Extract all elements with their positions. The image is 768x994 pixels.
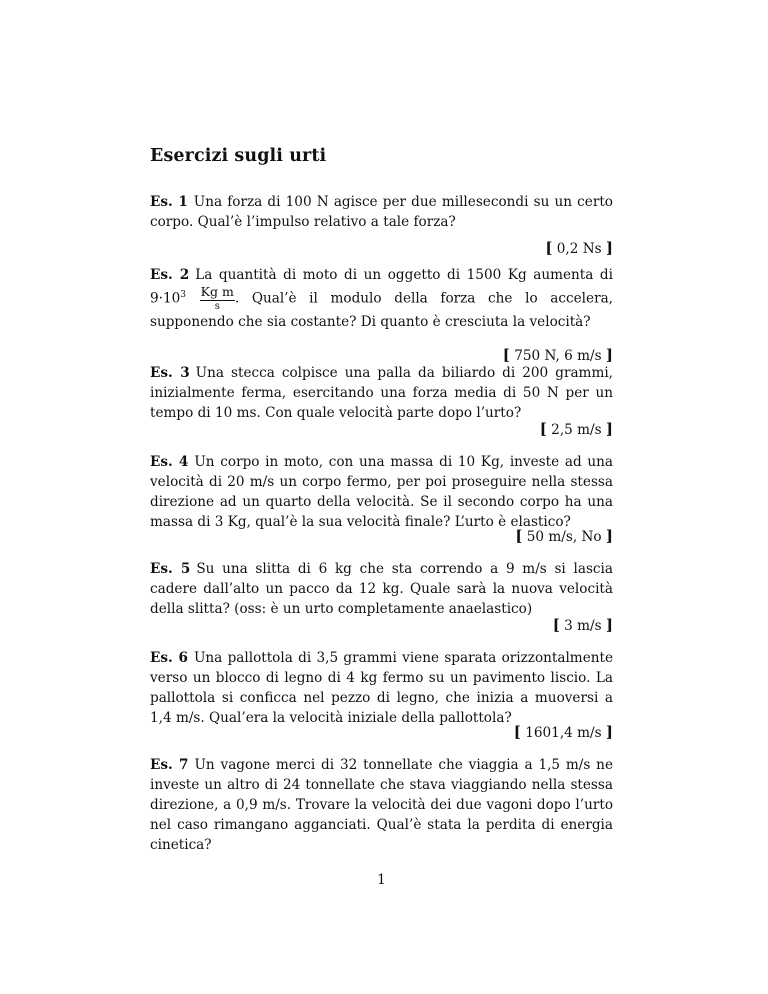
exercise-6 [150, 648, 613, 728]
exercise-text-after: . Qual’è il modulo della forza che lo accelera, supponendo che sia costante? Di quanto è cresciuta la velocità? [150, 290, 613, 330]
exercise-label: Es. 2 [150, 267, 190, 283]
exercise-text-before: La quantità di moto di un oggetto di 1500 Kg aumenta di 9·10 [150, 267, 613, 307]
answer-value: 3 m/s [564, 618, 602, 634]
answer-5: [ 3 m/s ] [552, 616, 613, 634]
page-title: Esercizi sugli urti [150, 146, 327, 166]
exercise-label: Es. 5 [150, 561, 191, 577]
exercise-2 [150, 265, 613, 332]
exercise-text: Una stecca colpisce una palla da biliardo di 200 grammi, inizialmente ferma, esercitando una forza media di 50 N per un tempo di 10 ms. Con quale velocità parte dopo l’urto? [150, 365, 613, 421]
exercise-text: Un vagone merci di 32 tonnellate che viaggia a 1,5 m/s ne investe un altro di 24 tonnellate che stava viaggiando nella stessa direzione, a 0,9 m/s. Trovare la velocità dei due vagoni dopo l’urto nel caso rimangano agganciati. Qual’è stata la perdita di energia cinetica? [150, 757, 613, 853]
answer-value: 2,5 m/s [551, 422, 602, 438]
exercise-label: Es. 6 [150, 650, 188, 666]
answer-1: [ 0,2 Ns ] [545, 239, 613, 257]
answer-value: 1601,4 m/s [525, 725, 602, 741]
exercise-label: Es. 1 [150, 194, 188, 210]
exercise-7 [150, 755, 613, 855]
exercise-text: Una pallottola di 3,5 grammi viene sparata orizzontalmente verso un blocco di legno di 4 kg fermo su un pavimento liscio. La pallottola si conficca nel pezzo di legno, che inizia a muoversi a 1,4 m/s. Qual’era la velocità iniziale della pallottola? [150, 650, 613, 726]
units-fraction [200, 286, 235, 312]
answer-6: [ 1601,4 m/s ] [513, 723, 613, 741]
answer-3: [ 2,5 m/s ] [539, 420, 613, 438]
exercise-text: Una forza di 100 N agisce per due millesecondi su un certo corpo. Qual’è l’impulso relativo a tale forza? [150, 194, 613, 230]
exercise-text: Su una slitta di 6 kg che sta correndo a 9 m/s si lascia cadere dall’alto un pacco da 12 kg. Quale sarà la nuova velocità della slitta? (oss: è un urto completamente anaelastico) [150, 561, 613, 617]
exercise-text: Un corpo in moto, con una massa di 10 Kg, investe ad una velocità di 20 m/s un corpo fermo, per poi proseguire nella stessa direzione ad un quarto della velocità. Se il secondo corpo ha una massa di 3 Kg, qual’è la sua velocità finale? L’urto è elastico? [150, 454, 613, 530]
document-page [150, 0, 613, 994]
exercise-1 [150, 192, 613, 232]
exercise-label: Es. 4 [150, 454, 189, 470]
answer-value: 50 m/s, No [526, 529, 602, 545]
fraction-denominator: s [214, 300, 220, 312]
answer-value: 0,2 Ns [556, 241, 602, 257]
exercise-label: Es. 7 [150, 757, 189, 773]
fraction-numerator: Kg m [200, 284, 234, 300]
exponent: 3 [180, 290, 187, 300]
answer-value: 750 N, 6 m/s [514, 348, 602, 364]
answer-2: [ 750 N, 6 m/s ] [502, 346, 613, 364]
exercise-4 [150, 452, 613, 532]
page-number: 1 [377, 872, 386, 888]
exercise-5 [150, 559, 613, 619]
exercise-3 [150, 363, 613, 423]
answer-4: [ 50 m/s, No ] [515, 527, 613, 545]
exercise-label: Es. 3 [150, 365, 190, 381]
